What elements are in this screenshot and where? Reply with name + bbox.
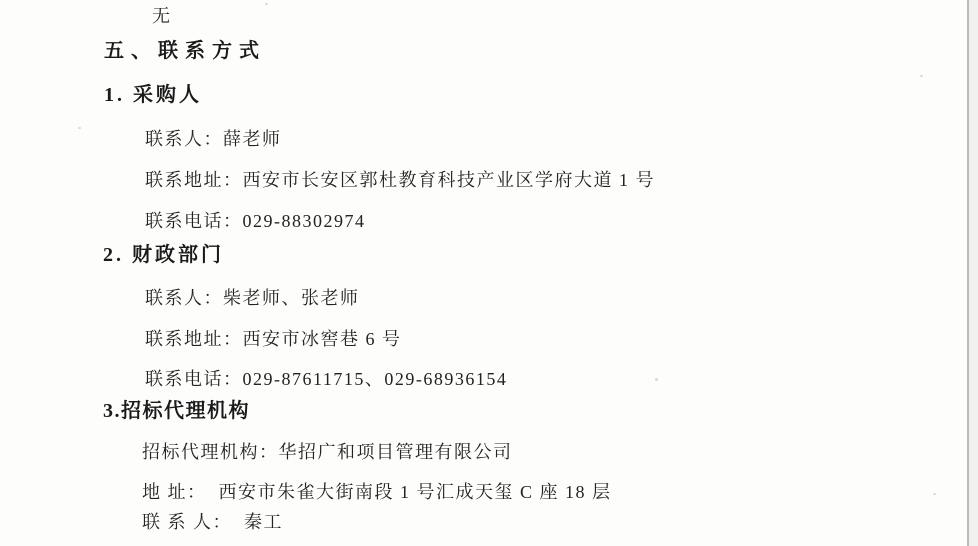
scan-edge-line [967,0,969,546]
purchaser-heading: 1. 采购人 [104,84,202,106]
finance-phone: 联系电话：029-87611715、029-68936154 [145,369,508,389]
scan-speck [920,75,923,77]
scan-speck [78,127,81,129]
finance-address: 联系地址：西安市冰窖巷 6 号 [145,329,402,349]
purchaser-phone: 联系电话：029-88302974 [145,211,366,231]
agency-contact-person: 联 系 人： 秦工 [142,512,283,532]
scan-speck [265,3,268,5]
scan-speck [655,378,658,381]
finance-department-heading: 2. 财政部门 [103,244,224,266]
agency-heading: 3.招标代理机构 [103,400,250,422]
finance-contact-person: 联系人：柴老师、张老师 [145,288,360,308]
agency-address: 地 址： 西安市朱雀大街南段 1 号汇成天玺 C 座 18 层 [142,482,612,502]
purchaser-contact-person: 联系人：薛老师 [145,129,282,149]
agency-name: 招标代理机构：华招广和项目管理有限公司 [142,442,513,462]
scan-edge-strip [969,0,978,546]
purchaser-address: 联系地址：西安市长安区郭杜教育科技产业区学府大道 1 号 [145,170,655,190]
previous-answer-text: 无 [152,6,172,26]
scan-speck [933,493,936,495]
section-heading-contact-info: 五、联系方式 [104,40,266,62]
